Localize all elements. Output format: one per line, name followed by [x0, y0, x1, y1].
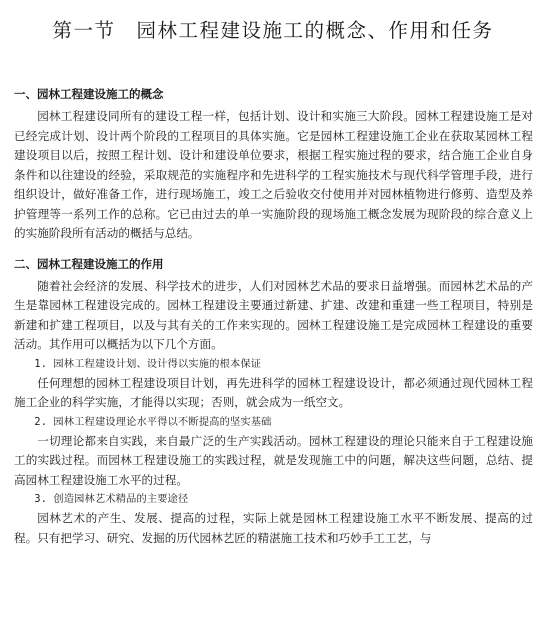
function-item-3-text: 园林艺术的产生、发展、提高的过程，实际上就是园林工程建设施工水平不断发展、提高的过程。只有把学习、研究、发掘的历代园林艺匠的精湛施工技术和巧妙手工工艺，与: [14, 511, 533, 545]
section-heading-function: 二、园林工程建设施工的作用: [14, 256, 164, 271]
concept-paragraph: 园林工程建设同所有的建设工程一样，包括计划、设计和实施三大阶段。园林工程建设施工是对已经完成计划、设计两个阶段的工程项目的具体实施。它是园林工程建设施工企业在获取某园林工程建设项目以后，按照工程计划、设计和建设单位要求，根据工程实施过程的要求，结合施工企业自身条件和以往建设的经验，采取规范的实施程序和先进科学的工程实施技术与现代科学管理手段，进行组织设计，做好准备工作，进行现场施工，竣工之后验收交付使用并对园林植物进行修剪、造型及养护管理等一系列工作的总称。它已由过去的单一实施阶段的现场施工概念发展为现阶段的综合意义上的实施阶段所有活动的概括与总结。: [14, 109, 533, 240]
page-title: 第一节 园林工程建设施工的概念、作用和任务: [52, 19, 494, 42]
function-item-2-text: 一切理论都来自实践，来自最广泛的生产实践活动。园林工程建设的理论只能来自于工程建设施工的实践过程。而园林工程建设施工的实践过程，就是发现施工中的问题，解决这些问题，总结、提高园林工程建设施工水平的过程。: [14, 433, 533, 487]
function-item-3-heading: 3. 创造园林艺术精品的主要途径: [34, 494, 189, 505]
document-body: [14, 84, 533, 548]
section-heading-concept: 一、园林工程建设施工的概念: [14, 87, 164, 101]
function-intro-paragraph: 随着社会经济的发展、科学技术的进步，人们对园林艺术品的要求日益增强。而园林艺术品的产生是靠园林工程建设完成的。园林工程建设主要通过新建、扩建、改建和重建一些工程项目，特别是新建和扩建工程项目，以及与其有关的工作来实现的。园林工程建设施工是完成园林工程建设的重要活动。其作用可以概括为以下几个方面。: [14, 278, 533, 351]
function-item-1-heading: 1. 园林工程建设计划、设计得以实施的根本保证: [34, 358, 262, 370]
function-item-2-heading: 2. 园林工程建设理论水平得以不断提高的坚实基础: [34, 416, 272, 428]
function-item-1-text: 任何理想的园林工程建设项目计划，再先进科学的园林工程建设设计，都必须通过现代园林工程施工企业的科学实施，才能得以实现；否则，就会成为一纸空文。: [14, 375, 533, 409]
